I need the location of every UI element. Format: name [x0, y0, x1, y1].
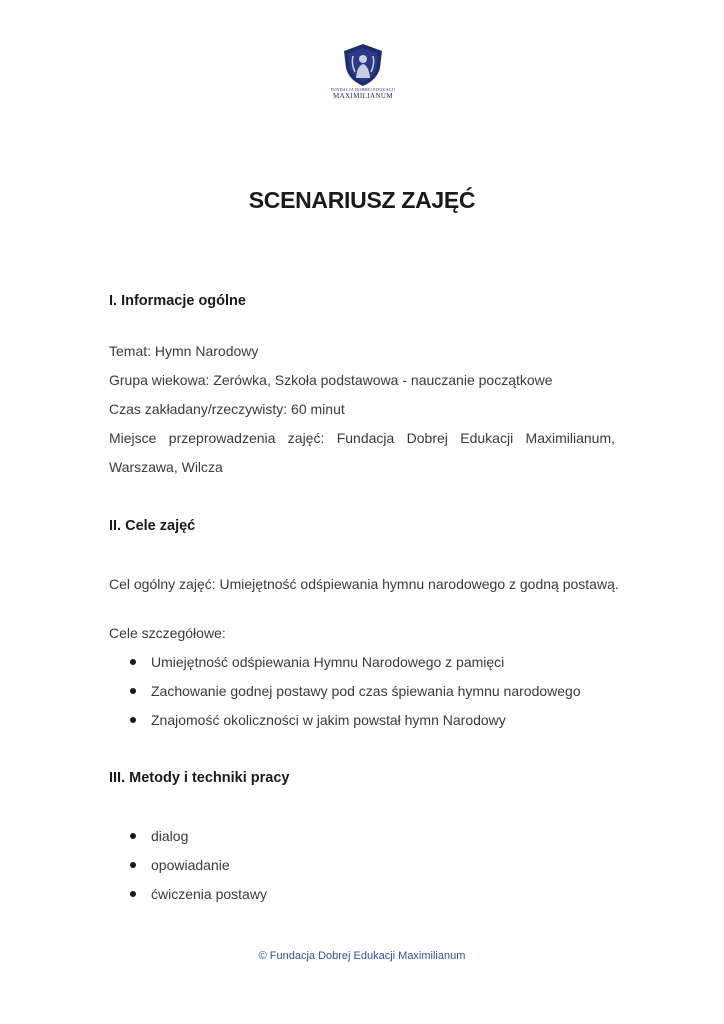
section-2-heading: II. Cele zajęć — [109, 518, 196, 534]
list-item — [130, 828, 188, 844]
shield-crest-icon — [340, 42, 386, 88]
page-footer: © Fundacja Dobrej Edukacji Maximilianum — [258, 950, 466, 962]
bullet-icon — [130, 659, 136, 665]
bullet-icon — [130, 717, 136, 723]
info-topic: Temat: Hymn Narodowy — [109, 343, 259, 359]
list-item-text: dialog — [151, 828, 189, 844]
general-goal: Cel ogólny zajęć: Umiejętność odśpiewania hymnu narodowego z godną postawą. — [109, 576, 619, 592]
info-place-line-2: Warszawa, Wilcza — [109, 459, 223, 475]
list-item-text: Zachowanie godnej postawy pod czas śpiewania hymnu narodowego — [151, 683, 581, 699]
section-1-heading: I. Informacje ogólne — [109, 293, 246, 309]
bullet-icon — [130, 833, 136, 839]
bullet-icon — [130, 862, 136, 868]
document-title: SCENARIUSZ ZAJĘĆ — [248, 187, 476, 213]
section-3-heading: III. Metody i techniki pracy — [109, 770, 290, 786]
list-item — [130, 886, 267, 902]
info-duration: Czas zakładany/rzeczywisty: 60 minut — [109, 401, 345, 417]
foundation-logo — [330, 42, 396, 108]
bullet-icon — [130, 891, 136, 897]
info-age-group: Grupa wiekowa: Zerówka, Szkoła podstawowa - nauczanie początkowe — [109, 372, 553, 388]
list-item-text: opowiadanie — [151, 857, 230, 873]
list-item — [130, 654, 504, 670]
logo-small-text: FUNDACJA DOBREJ EDUKACJI — [330, 87, 396, 92]
list-item-text: ćwiczenia postawy — [151, 886, 267, 902]
list-item — [130, 857, 230, 873]
list-item-text: Znajomość okoliczności w jakim powstał hymn Narodowy — [151, 712, 506, 728]
logo-name-text: MAXIMILIANUM — [332, 92, 394, 100]
list-item — [130, 683, 581, 699]
bullet-icon — [130, 688, 136, 694]
info-place-line-1: Miejsce przeprowadzenia zajęć: Fundacja Dobrej Edukacji Maximilianum, — [109, 430, 615, 446]
list-item-text: Umiejętność odśpiewania Hymnu Narodowego z pamięci — [151, 654, 505, 670]
specific-goals-label: Cele szczegółowe: — [109, 625, 226, 641]
list-item — [130, 712, 506, 728]
